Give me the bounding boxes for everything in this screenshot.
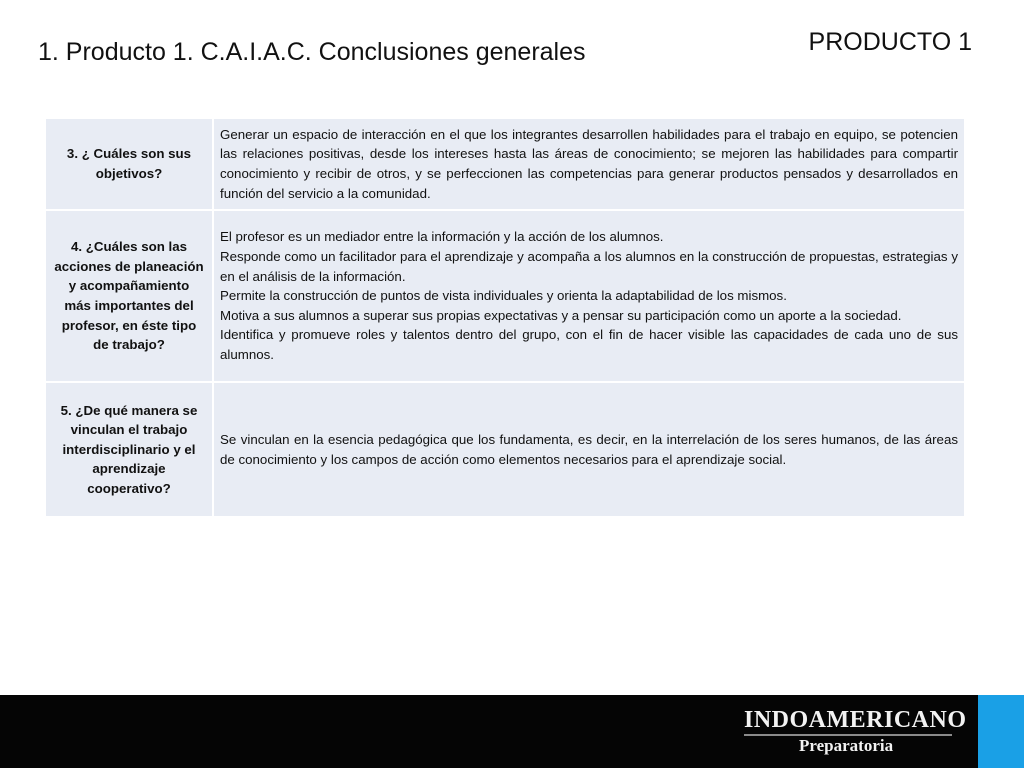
brand-logo-subtitle: Preparatoria: [799, 736, 894, 755]
slide-title: 1. Producto 1. C.A.I.A.C. Conclusiones generales: [38, 38, 586, 66]
conclusions-table: [44, 117, 966, 518]
answer-cell: [213, 210, 965, 382]
table-row: [45, 118, 965, 210]
answer-line: Motiva a sus alumnos a superar sus propias expectativas y a pensar su participación como un aporte a la sociedad.: [220, 307, 902, 323]
answer-line: Responde como un facilitador para el aprendizaje y acompaña a los alumnos en la construcción de propuestas, estrategias y en el análisis de la información.: [220, 249, 958, 284]
brand-logo-name: INDOAMERICANO: [744, 707, 967, 733]
question-cell: 3. ¿ Cuáles son sus objetivos?: [45, 118, 213, 210]
answer-line: El profesor es un mediador entre la información y la acción de los alumnos.: [220, 229, 664, 245]
answer-line: Permite la construcción de puntos de vista individuales y orienta la adaptabilidad de los mismos.: [220, 288, 787, 304]
answer-cell: Generar un espacio de interacción en el que los integrantes desarrollen habilidades para el trabajo en equipo, se potencien las relaciones positivas, desde los intereses hasta las áreas de conocimiento; se mejoren las habilidades para compartir conocimiento y recibir de otros, y se perfeccionen las competencias para generar productos pensados y desarrollados en función del servicio a la comunidad.: [213, 118, 965, 210]
table-row: [45, 382, 965, 517]
footer-accent-stripe: [978, 695, 1024, 768]
product-label: PRODUCTO 1: [808, 28, 972, 56]
table-row: [45, 210, 965, 382]
answer-cell: Se vinculan en la esencia pedagógica que los fundamenta, es decir, en la interrelación de los seres humanos, de las áreas de conocimiento y los campos de acción como elementos necesarios para el aprendizaje social.: [213, 382, 965, 517]
question-cell: 5. ¿De qué manera se vinculan el trabajo interdisciplinario y el aprendizaje cooperativo?: [45, 382, 213, 517]
answer-line: Identifica y promueve roles y talentos dentro del grupo, con el fin de hacer visible las capacidades de cada uno de sus alumnos.: [220, 327, 958, 362]
footer-bar: [0, 695, 1024, 768]
question-cell: 4. ¿Cuáles son las acciones de planeación y acompañamiento más importantes del profesor, en éste tipo de trabajo?: [45, 210, 213, 382]
